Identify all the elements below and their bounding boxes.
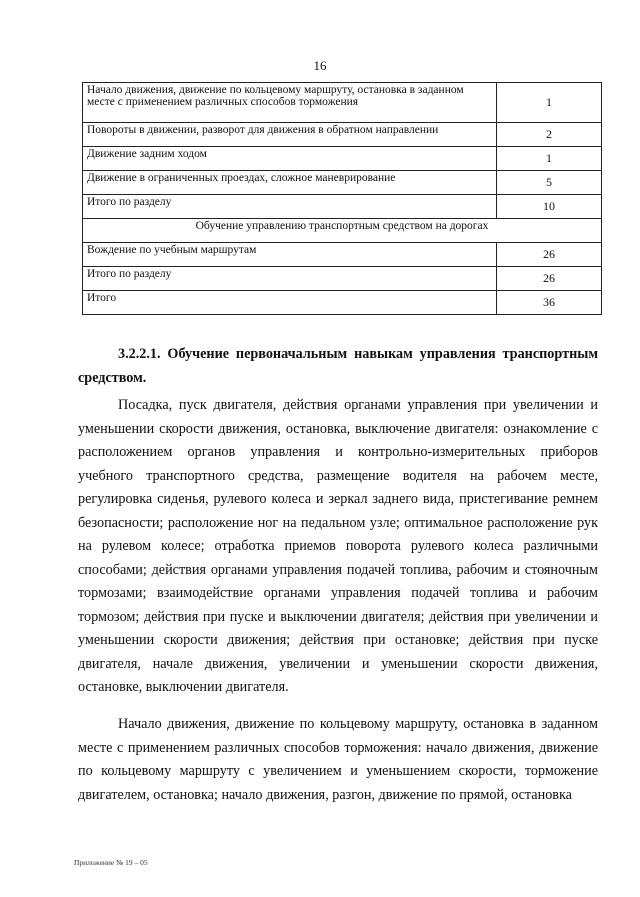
row-label: Начало движения, движение по кольцевому маршруту, остановка в заданном месте с применением различных способов торможения — [83, 83, 497, 123]
row-hours: 10 — [497, 195, 602, 219]
row-label: Движение задним ходом — [83, 147, 497, 171]
paragraph: Посадка, пуск двигателя, действия органами управления при увеличении и уменьшении скорости движения, остановка, выключение двигателя: ознакомление с расположением органов управления и контрольно-измерительных приборов учебного транспортного средства, размещение водителя на рабочем месте, регулировка сиденья, рулевого колеса и зеркал заднего вида, пристегивание ремнем безопасности; расположение ног на педальном узле; оптимальное расположение рук на рулевом колесе; отработка приемов поворота рулевого колеса различными способами; действия органами управления подачей топлива, рабочим и стояночным тормозами; взаимодействие органами управления подачей топлива и рабочим тормозом; действия при пуске и выключении двигателя; действия при увеличении и уменьшении скорости движения; действия при остановке; действия при пуске двигателя, начале движения, увеличении и уменьшении скорости движения, остановке, выключении двигателя. — [78, 397, 598, 695]
table-row — [83, 123, 602, 147]
row-hours: 1 — [497, 147, 602, 171]
table-row — [83, 171, 602, 195]
row-hours: 5 — [497, 171, 602, 195]
row-label: Вождение по учебным маршрутам — [83, 243, 497, 267]
row-label: Итого — [83, 291, 497, 315]
row-hours: 26 — [497, 243, 602, 267]
table-row — [83, 267, 602, 291]
page-number: 16 — [313, 58, 327, 73]
table-row — [83, 147, 602, 171]
row-hours: 1 — [497, 83, 602, 123]
footer-note: Приложение № 19 – 05 — [74, 858, 148, 867]
row-label: Движение в ограниченных проездах, сложное маневрирование — [83, 171, 497, 195]
table-row — [83, 291, 602, 315]
row-label: Итого по разделу — [83, 267, 497, 291]
table-row — [83, 195, 602, 219]
row-label: Повороты в движении, разворот для движения в обратном направлении — [83, 123, 497, 147]
table-row — [83, 83, 602, 123]
table-section-row — [83, 219, 602, 243]
row-label: Итого по разделу — [83, 195, 497, 219]
section-heading: 3.2.2.1. Обучение первоначальным навыкам управления транспортным средством. — [78, 346, 598, 386]
row-hours: 36 — [497, 291, 602, 315]
row-hours: 2 — [497, 123, 602, 147]
paragraph: Начало движения, движение по кольцевому маршруту, остановка в заданном месте с применением различных способов торможения: начало движения, движение по кольцевому маршруту с увеличением и уменьшением скорости, торможение двигателем, остановка; начало движения, разгон, движение по прямой, остановка — [78, 716, 598, 803]
section-title: Обучение управлению транспортным средством на дорогах — [83, 219, 602, 243]
table-row — [83, 243, 602, 267]
hours-table — [82, 82, 602, 315]
row-hours: 26 — [497, 267, 602, 291]
